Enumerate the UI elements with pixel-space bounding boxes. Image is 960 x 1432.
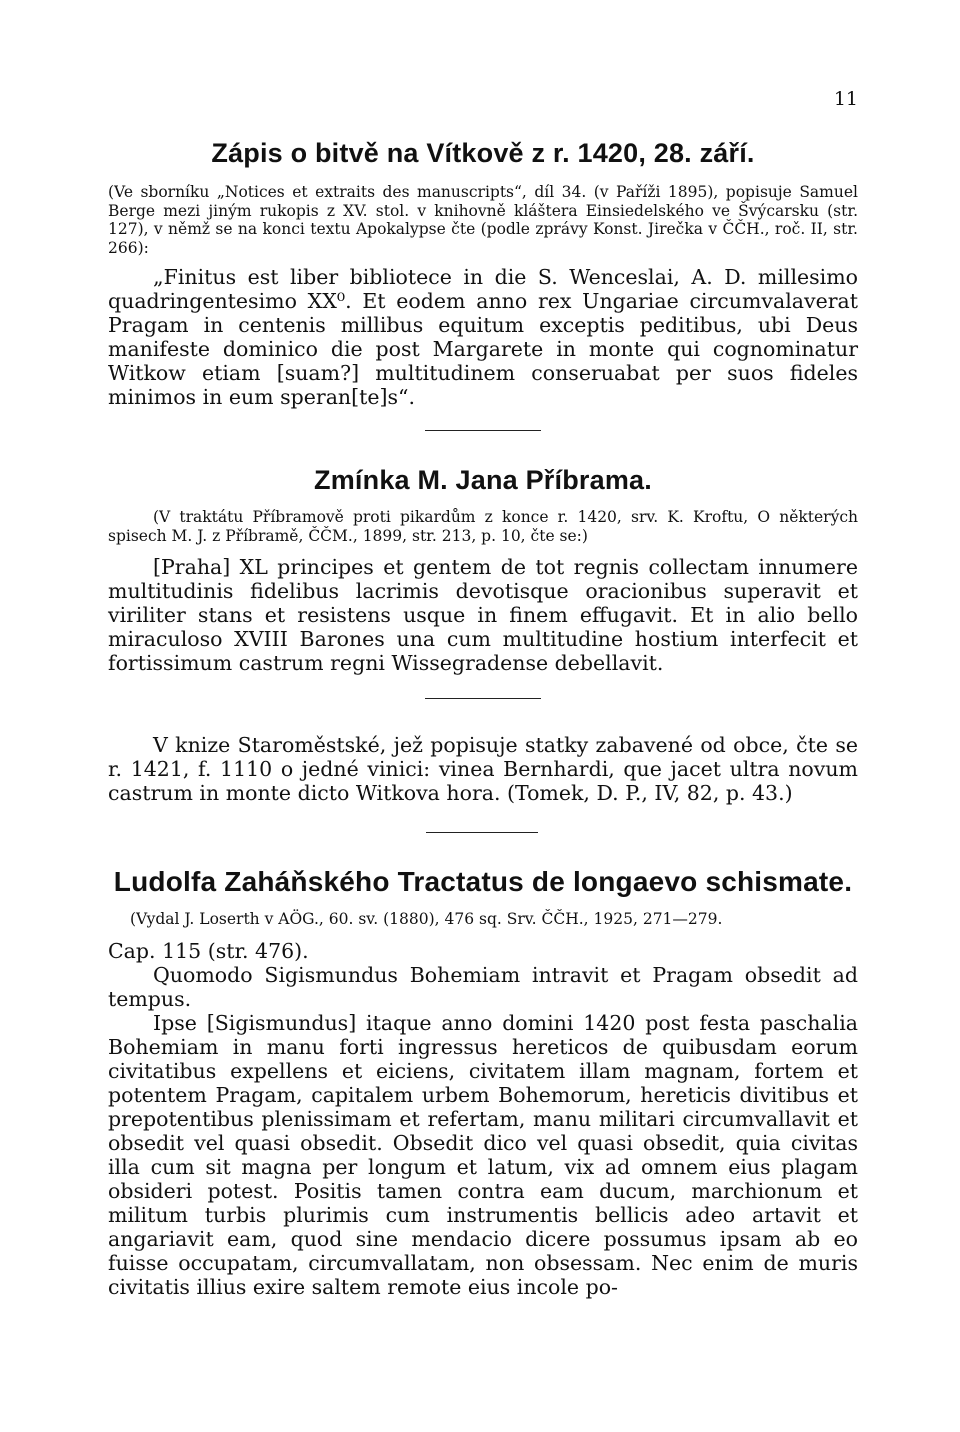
section-old-town-book <box>108 733 858 805</box>
section-text-old-town: V knize Staroměstské, jež popisuje statky zabavené od obce, čte se r. 1421, f. 1110 o jedné vinici: vinea Bernhardi, que jacet ultra novum castrum in monte dicto Witkova hora. (Tomek, D. P., IV, 82, p. 43.) <box>108 733 858 805</box>
section-pribram-mention <box>108 465 858 675</box>
section-title-vitkov: Zápis o bitvě na Vítkově z r. 1420, 28. září. <box>211 138 755 168</box>
section-vitkov-record <box>108 138 858 409</box>
section-divider <box>426 832 538 833</box>
section-title-pribram: Zmínka M. Jana Příbrama. <box>314 465 652 495</box>
section-divider <box>425 430 541 431</box>
section-note-vitkov: (Ve sborníku „Notices et extraits des manuscripts“, díl 34. (v Paříži 1895), popisuje Samuel Berge mezi jiným rukopis z XV. stol. v knihovně kláštera Einsiedelského ve Švýcarsku (str. 127), v němž se na konci textu Apokalypse čte (podle zprávy Konst. Jirečka v ČČH., roč. II, str. 266): <box>108 183 858 257</box>
chapter-reference: Cap. 115 (str. 476). <box>108 938 309 963</box>
section-note-pribram: (V traktátu Příbramově proti pikardům z konce r. 1420, srv. K. Kroftu, O některých spisech M. J. z Příbramě, ČČM., 1899, str. 213, p. 10, čte se:) <box>108 508 858 545</box>
section-title-ludolf: Ludolfa Zaháňského Tractatus de longaevo schismate. <box>113 866 853 897</box>
section-divider <box>425 698 541 699</box>
section-note-ludolf: (Vydal J. Loserth v AÖG., 60. sv. (1880), 476 sq. Srv. ČČH., 1925, 271—279. <box>130 910 723 928</box>
page-number: 11 <box>833 88 858 110</box>
chapter-heading: Quomodo Sigismundus Bohemiam intravit et Pragam obsedit ad tempus. <box>108 962 858 1011</box>
section-ludolf-tractatus <box>108 866 858 1299</box>
section-quote-pribram: [Praha] XL principes et gentem de tot regnis collectam innumere multitudinis fidelibus lacrimis devotisque oracionibus superavit et viriliter stans et resistens usque in finem effugavit. Et in alio bello miraculoso XVIII Barones una cum multitudine hostium interfecit et fortissimum castrum regni Wissegradense debellavit. <box>108 555 858 675</box>
section-quote-vitkov: „Finitus est liber bibliotece in die S. Wenceslai, A. D. millesimo quadringentesimo XX⁰. Et eodem anno rex Ungariae circumvalaverat Pragam in centenis millibus equitum exceptis peditibus, ubi Deus manifeste dominico die post Margarete in monte qui cognominatur Witkow etiam [suam?] multitudinem conseruabat per suos fideles minimos in eum speran[te]s“. <box>108 265 858 409</box>
chapter-text: Ipse [Sigismundus] itaque anno domini 1420 post festa paschalia Bohemiam in manu forti ingressus hereticos de quibusdam eorum civitatibus expellens et eiciens, civitatem illam magnam, fortem et potentem Pragam, capitalem urbem Bohemorum, hereticis divitibus et prepotentibus plenissimam et refertam, manu militari circumvallavit et obsedit vel quasi obsedit. Obsedit dico vel quasi obsedit, quia civitas illa cum sit magna per longum et latum, vix ad omnem eius plagam obsideri potest. Positis tamen contra eam ducum, marchionum et militum turbis plurimis cum instrumentis bellicis adeo artavit et angariavit eam, quod sine mendacio dicere possumus ipsam ab eo fuisse occupatam, circumvallatam, non obsessam. Nec enim de muris civitatis illius exire saltem remote eius incole po- <box>108 1010 858 1299</box>
